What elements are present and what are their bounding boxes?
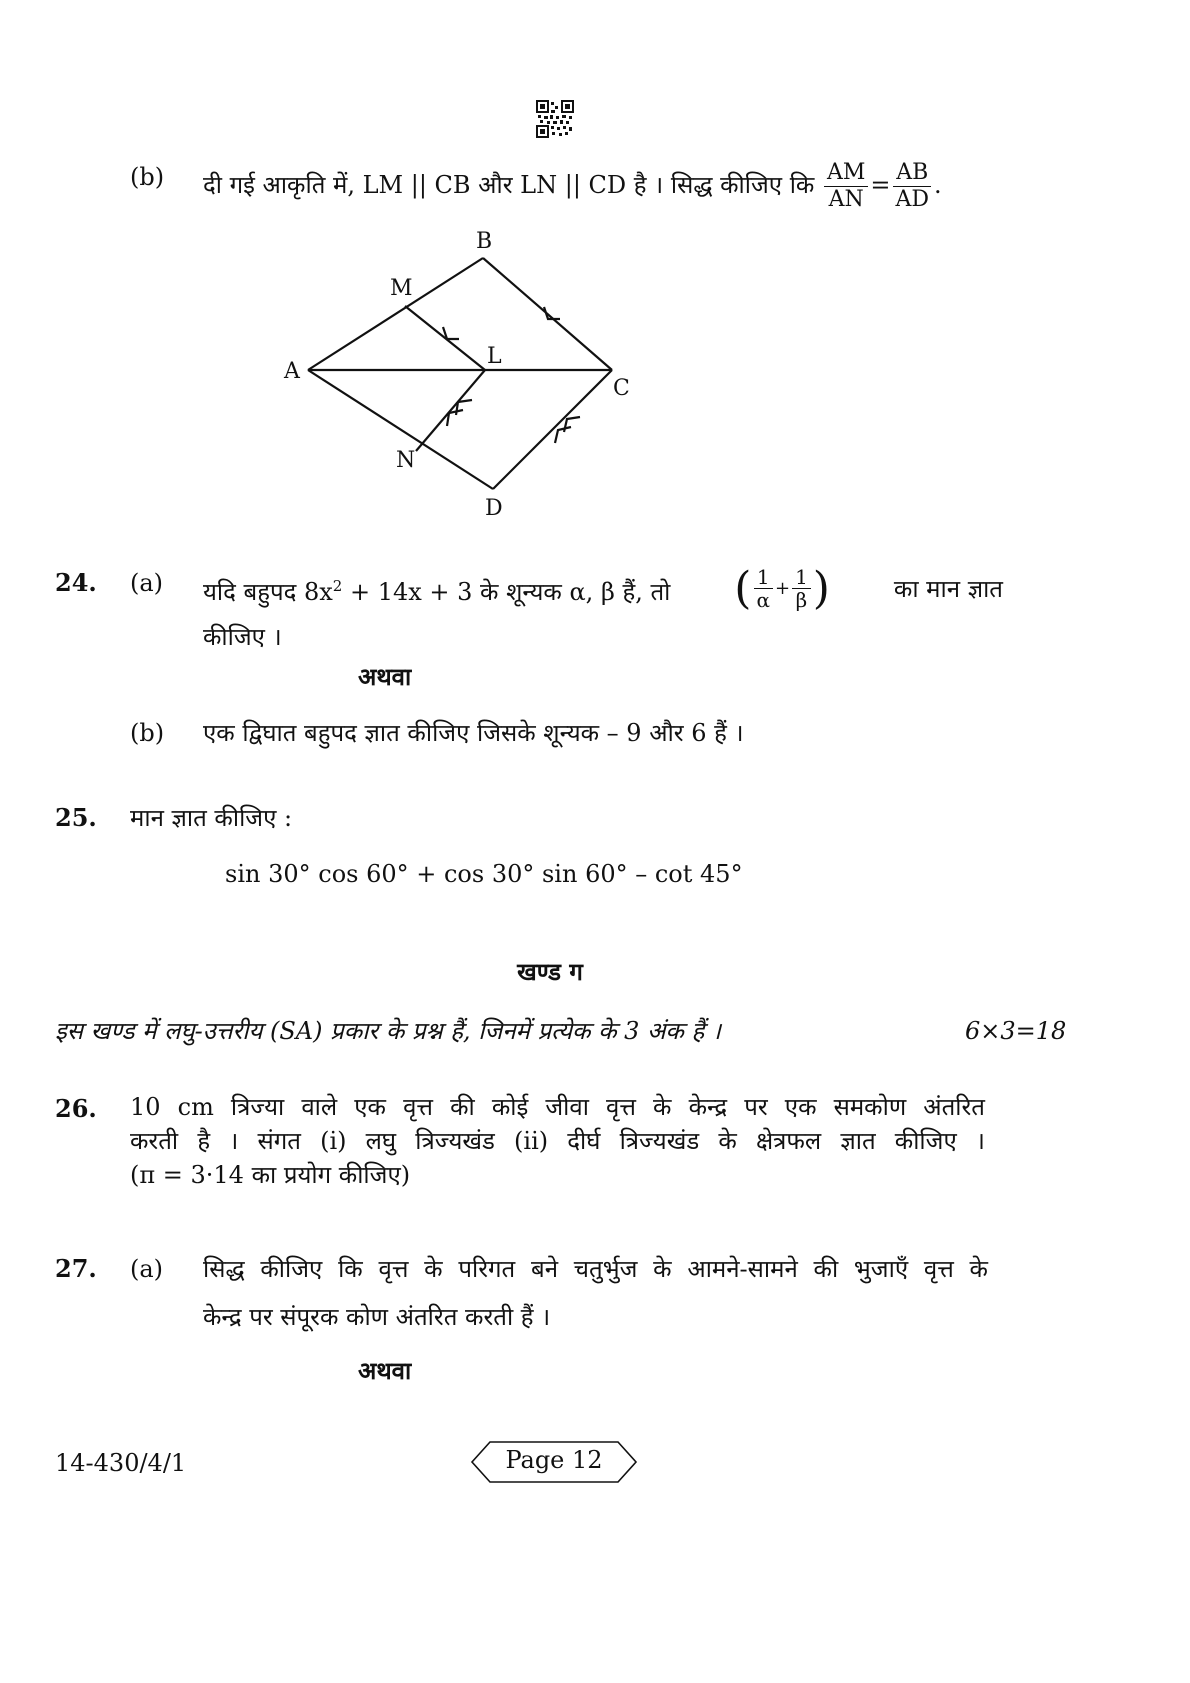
quadrilateral-diagram (280, 225, 680, 565)
q24a-label: (a) (130, 569, 164, 597)
section-title: खण्ड ग (517, 957, 583, 986)
q23b-statement: दी गई आकृति में, LM || CB और LN || CD है । सिद्ध कीजिए कि (203, 171, 815, 199)
section-marks: 6×3=18 (965, 1017, 1067, 1045)
q25-expression: sin 30° cos 60° + cos 30° sin 60° – cot 45° (225, 860, 743, 888)
q25-number: 25. (55, 803, 97, 832)
q26-line3: (π = 3·14 का प्रयोग कीजिए) (130, 1161, 411, 1189)
svg-text:M: M (390, 276, 413, 301)
svg-text:B: B (476, 229, 493, 254)
geometry-figure (280, 225, 680, 565)
paper-code: 14-430/4/1 (55, 1449, 187, 1477)
frac-numerator: AM (824, 160, 868, 187)
q27a-text (203, 1252, 988, 1334)
q23b-text (203, 160, 942, 213)
frac-denominator: AN (828, 187, 864, 212)
svg-text:N: N (396, 448, 416, 473)
q24-or: अथवा (358, 662, 412, 691)
q27-or: अथवा (358, 1356, 412, 1385)
qr-code (536, 100, 574, 138)
equals-sign: = (870, 171, 891, 199)
q27a-label: (a) (130, 1255, 164, 1283)
q24-number: 24. (55, 568, 97, 597)
page-number: Page 12 (505, 1446, 603, 1474)
frac-denominator: AD (895, 187, 930, 212)
q27-number: 27. (55, 1254, 97, 1283)
svg-text:L: L (487, 344, 502, 369)
q24a-text-end: का मान ज्ञात (893, 574, 1003, 603)
q23b-label: (b) (130, 163, 165, 191)
svg-text:C: C (613, 376, 630, 401)
fraction-ab-ad (893, 160, 933, 213)
svg-text:A: A (284, 359, 300, 384)
q26-number: 26. (55, 1094, 97, 1123)
q26-line1: 10 cm त्रिज्या वाले एक वृत्त की कोई जीवा वृत्त के केन्द्र पर एक समकोण अंतरित (130, 1093, 985, 1121)
q24b-label: (b) (130, 719, 165, 747)
period: . (934, 171, 942, 199)
q26-line2: करती है । संगत (i) लघु त्रिज्यखंड (ii) दीर्घ त्रिज्यखंड के क्षेत्रफल ज्ञात कीजिए । (130, 1127, 985, 1155)
page-number-badge (470, 1440, 638, 1484)
fraction-am-an (824, 160, 868, 213)
q25-text: मान ज्ञात कीजिए : (130, 804, 293, 832)
section-instruction: इस खण्ड में लघु-उत्तरीय (SA) प्रकार के प्रश्न हैं, जिनमें प्रत्येक के 3 अंक हैं । (55, 1017, 721, 1045)
q27a-line2: केन्द्र पर संपूरक कोण अंतरित करती हैं । (203, 1303, 551, 1331)
reciprocal-sum-expression: ( $\frac{1}{\alpha}$ + $\frac{1}{\beta}$ ) (734, 562, 830, 614)
svg-text:D: D (485, 496, 503, 521)
frac-numerator: AB (893, 160, 931, 187)
q27a-line1: सिद्ध कीजिए कि वृत्त के परिगत बने चतुर्भुज के आमने-सामने की भुजाएँ वृत्त के (203, 1255, 988, 1283)
q24a-line1 (203, 562, 1003, 614)
q26-text (130, 1090, 985, 1192)
q24a-text: यदि बहुपद $8x^2 + 14x + 3$ के शून्यक α, β हैं, तो (203, 576, 671, 606)
q24a-line2: कीजिए । (203, 623, 282, 651)
q24b-text: एक द्विघात बहुपद ज्ञात कीजिए जिसके शून्यक – 9 और 6 हैं । (203, 719, 744, 747)
qr-code-icon (536, 100, 574, 138)
